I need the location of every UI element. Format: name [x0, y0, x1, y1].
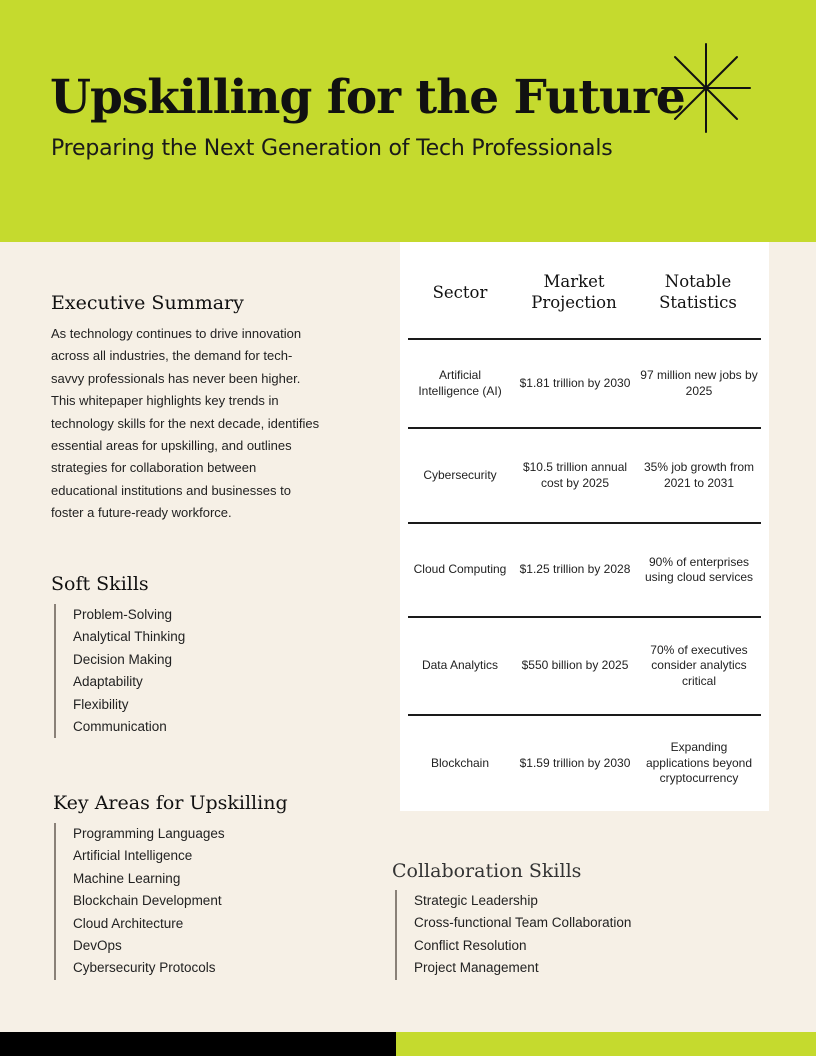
- list-item: Decision Making: [73, 651, 173, 667]
- list-item: Project Management: [414, 960, 539, 976]
- list-item: Problem-Solving: [73, 607, 173, 622]
- page-subtitle: Preparing the Next Generation of Tech Professionals: [51, 136, 613, 161]
- list-item: Cross-functional Team Collaboration: [414, 915, 632, 931]
- footer-bar-green: [396, 1032, 816, 1056]
- column-header-notable-statistics: Notable Statistics: [659, 272, 737, 312]
- executive-summary-heading: Executive Summary: [51, 292, 244, 314]
- table-cell-projection: $550 billion by 2025: [521, 658, 629, 673]
- column-header-sector: Sector: [432, 283, 488, 302]
- list-item: Blockchain Development: [73, 893, 222, 909]
- table-cell-projection: $10.5 trillion annual cost by 2025: [522, 460, 628, 490]
- table-cell-sector: Artificial Intelligence (AI): [418, 368, 502, 398]
- key-areas-list: [54, 823, 225, 980]
- table-cell-sector: Cybersecurity: [423, 467, 497, 482]
- list-item: Conflict Resolution: [414, 937, 527, 953]
- table-cell-statistic: Expanding applications beyond cryptocurrency: [645, 740, 753, 786]
- list-item: Communication: [73, 719, 167, 735]
- page-title: Upskilling for the Future: [50, 70, 685, 125]
- key-areas-heading: Key Areas for Upskilling: [53, 792, 288, 814]
- list-item: Strategic Leadership: [414, 893, 538, 908]
- list-item: Cybersecurity Protocols: [73, 960, 216, 976]
- column-header-market-projection: Market Projection: [531, 272, 617, 312]
- table-cell-statistic: 35% job growth from 2021 to 2031: [643, 460, 755, 490]
- table-cell-projection: $1.25 trillion by 2028: [519, 562, 631, 577]
- executive-summary-body: As technology continues to drive innovation across all industries, the demand for tech-savvy professionals has never been higher. This whitepaper highlights key trends in technology skills for the next decade, identifies essential areas for upskilling, and outlines strategies for collaboration between educational institutions and businesses to foster a future-ready workforce.: [51, 326, 320, 521]
- list-item: Cloud Architecture: [73, 915, 184, 931]
- list-item: Flexibility: [73, 696, 129, 712]
- list-item: Programming Languages: [73, 826, 225, 841]
- table-cell-sector: Data Analytics: [421, 658, 499, 673]
- table-cell-sector: Blockchain: [430, 755, 490, 770]
- sector-table: [400, 242, 769, 811]
- header-banner: [0, 0, 816, 242]
- soft-skills-list: [54, 604, 185, 738]
- collaboration-skills-heading: Collaboration Skills: [392, 860, 582, 882]
- table-cell-projection: $1.59 trillion by 2030: [519, 755, 631, 770]
- list-item: Analytical Thinking: [73, 629, 186, 645]
- list-item: Adaptability: [73, 674, 143, 690]
- list-item: DevOps: [73, 938, 122, 954]
- table-cell-statistic: 70% of executives consider analytics critical: [650, 642, 748, 688]
- table-cell-statistic: 97 million new jobs by 2025: [640, 368, 758, 398]
- table-cell-sector: Cloud Computing: [413, 562, 507, 577]
- collaboration-skills-list: [395, 890, 631, 980]
- soft-skills-heading: Soft Skills: [51, 573, 149, 595]
- footer-bar-black: [0, 1032, 396, 1056]
- table-cell-statistic: 90% of enterprises using cloud services: [644, 554, 754, 584]
- list-item: Machine Learning: [73, 870, 181, 886]
- asterisk-star-icon: [660, 42, 752, 134]
- table-cell-projection: $1.81 trillion by 2030: [519, 375, 631, 390]
- list-item: Artificial Intelligence: [73, 848, 193, 864]
